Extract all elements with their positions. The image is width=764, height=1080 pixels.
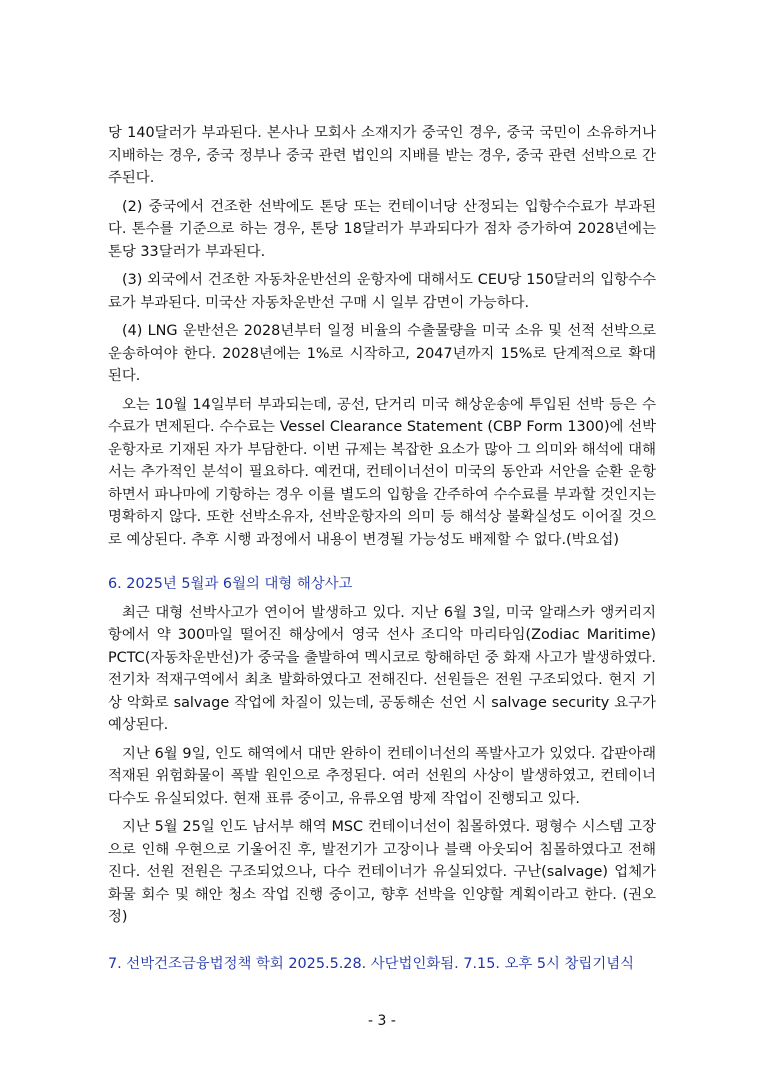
paragraph-item-3: (3) 외국에서 건조한 자동차운반선의 운항자에 대해서도 CEU당 150달러의 입항수수료가 부과된다. 미국산 자동차운반선 구매 시 일부 감면이 가능하다. — [108, 272, 656, 311]
paragraph-china-vessel-definition: 당 140달러가 부과된다. 본사나 모회사 소재지가 중국인 경우, 중국 국민이 소유하거나 지배하는 경우, 중국 정부나 중국 관련 법인의 지배를 받는 경우, 중국 관련 선박으로 간주된다. — [108, 125, 656, 186]
page-number: - 3 - — [368, 1013, 396, 1029]
paragraph-zodiac-fire: 최근 대형 선박사고가 연이어 발생하고 있다. 지난 6월 3일, 미국 알래스카 앵커리지항에서 약 300마일 떨어진 해상에서 영국 선사 조디악 마리타임(Zodiac Maritime) PCTC(자동차운반선)가 중국을 출발하여 멕시코로 항해하던 중 화재 사고가 발생하였다. 전기차 적재구역에서 최초 발화하였다고 전해진다. 선원들은 전원 구조되었다. 현지 기상 악화로 salvage 작업에 차질이 있는데, 공동해손 선언 시 salvage security 요구가 예상된다. — [108, 604, 656, 733]
paragraph-item-4: (4) LNG 운반선은 2028년부터 일정 비율의 수출물량을 미국 소유 및 선적 선박으로 운송하여야 한다. 2028년에는 1%로 시작하고, 2047년까지 15%로 단계적으로 확대된다. — [108, 323, 656, 384]
section-6-heading: 6. 2025년 5월과 6월의 대형 해상사고 — [108, 576, 353, 592]
paragraph-msc-sinking: 지난 5월 25일 인도 남서부 해역 MSC 컨테이너선이 침몰하였다. 평형수 시스템 고장으로 인해 우현으로 기울어진 후, 발전기가 고장이나 블랙 아웃되어 침몰하였다고 전해진다. 선원 전원은 구조되었으나, 다수 컨테이너가 유실되었다. 구난(salvage) 업체가 화물 회수 및 해안 청소 작업 진행 중이고, 향후 선박을 인양할 계획이라고 한다. (권오정) — [108, 819, 656, 925]
paragraph-wanhai-explosion: 지난 6월 9일, 인도 해역에서 대만 완하이 컨테이너선의 폭발사고가 있었다. 갑판아래 적재된 위험화물이 폭발 원인으로 추정된다. 여러 선원의 사상이 발생하였고, 컨테이너 다수도 유실되었다. 현재 표류 중이고, 유류오염 방제 작업이 진행되고 있다. — [108, 745, 656, 807]
paragraph-fee-commentary: 오는 10월 14일부터 부과되는데, 공선, 단거리 미국 해상운송에 투입된 선박 등은 수수료가 면제된다. 수수료는 Vessel Clearance Statement (CBP Form 1300)에 선박운항자로 기재된 자가 부담한다. 이번 규제는 복잡한 요소가 많아 그 의미와 해석에 대해서는 추가적인 분석이 필요하다. 예컨대, 컨테이너선이 미국의 동안과 서안을 순환 운항하면서 파나마에 기항하는 경우 이를 별도의 입항을 간주하여 수수료를 부과할 것인지는 명확하지 않다. 또한 선박소유자, 선박운항자의 의미 등 해석상 불확실성도 이어질 것으로 예상된다. 추후 시행 과정에서 내용이 변경될 가능성도 배제할 수 없다.(박요섭) — [108, 396, 656, 548]
paragraph-item-2: (2) 중국에서 건조한 선박에도 톤당 또는 컨테이너당 산정되는 입항수수료가 부과된다. 톤수를 기준으로 하는 경우, 톤당 18달러가 부과되다가 점차 증가하여 2028년에는 톤당 33달러가 부과된다. — [108, 198, 656, 260]
section-7-heading: 7. 선박건조금융법정책 학회 2025.5.28. 사단법인화됨. 7.15. 오후 5시 창립기념식 — [108, 955, 635, 972]
